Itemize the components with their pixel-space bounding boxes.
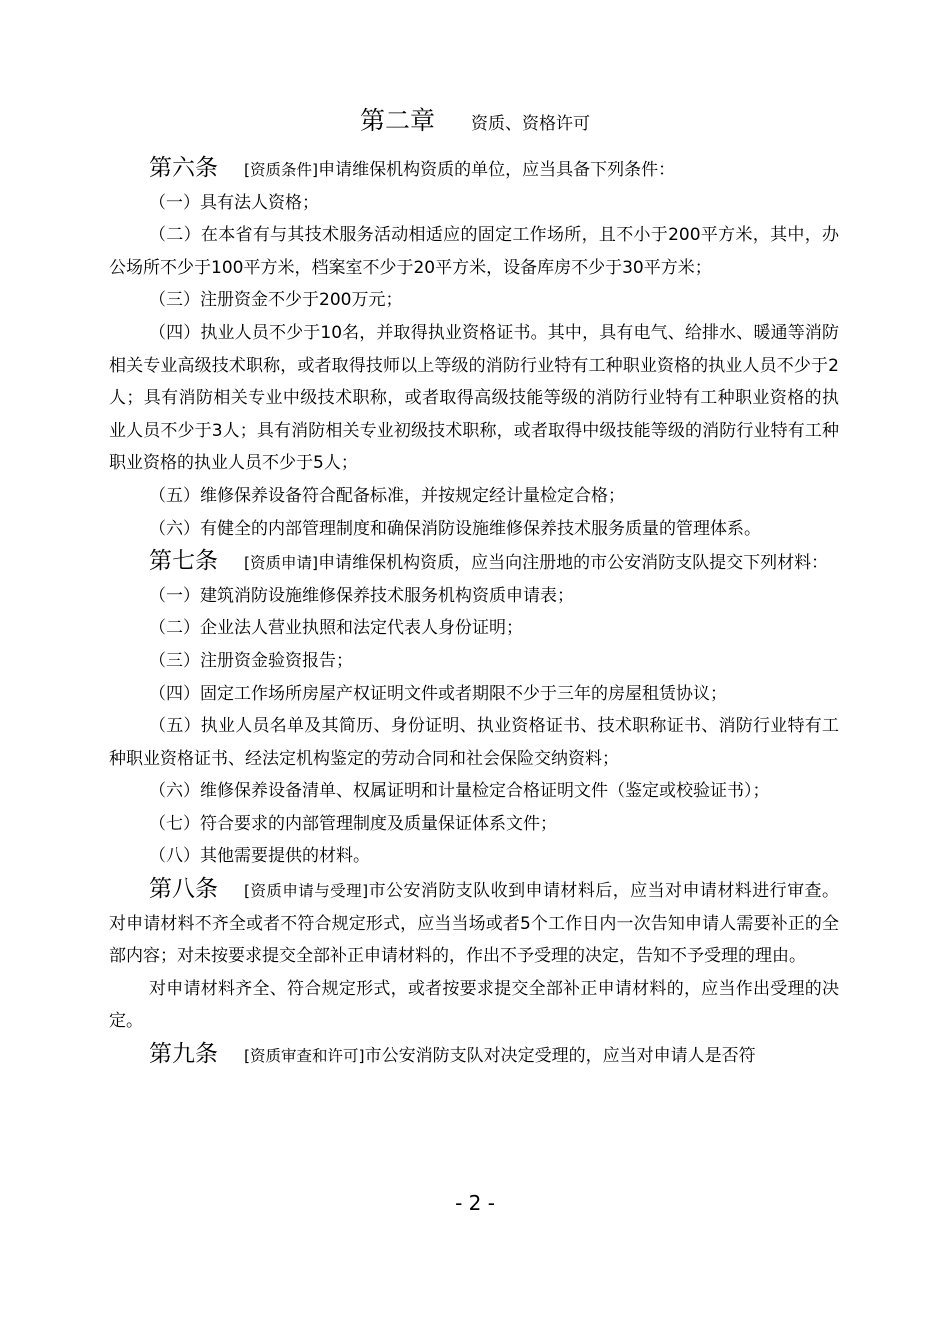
chapter-name: 资质、资格许可 [471,114,590,134]
article-text: 市公安消防支队收到申请材料后，应当对申请材料进行审查。对申请材料不齐全或者不符合规定形式，应当当场或者5个工作日内一次告知申请人需要补正的全部内容；对未按要求提交全部补正申请材料的，作出不予受理的决定，告知不予受理的理由。 [109,881,839,967]
article-number: 第六条 [149,155,218,181]
article-text: 申请维保机构资质，应当向注册地的市公安消防支队提交下列材料： [318,553,829,574]
article-8-heading [109,873,839,973]
list-item: （六）维修保养设备清单、权属证明和计量检定合格证明文件（鉴定或校验证书）； [149,781,770,802]
list-item: （三）注册资金验资报告； [149,650,353,671]
article-tag: [资质审查和许可] [244,1047,365,1066]
article-6-heading [109,152,839,187]
article-text: 市公安消防支队对决定受理的，应当对申请人是否符 [364,1046,756,1067]
list-item: （二）企业法人营业执照和法定代表人身份证明； [149,618,523,639]
document-body [109,152,839,1073]
list-item: （七）符合要求的内部管理制度及质量保证体系文件； [149,813,557,834]
article-7-heading [109,545,839,580]
article-tag: [资质申请与受理] [244,882,369,901]
list-item: （一）具有法人资格； [149,192,319,213]
chapter-number: 第二章 [359,106,435,135]
article-text: 申请维保机构资质的单位，应当具备下列条件： [318,160,676,180]
list-item: （三）注册资金不少于200万元； [149,290,403,311]
article-number: 第九条 [149,1041,218,1068]
list-item: （六）有健全的内部管理制度和确保消防设施维修保养技术服务质量的管理体系。 [149,518,761,539]
article-tag: [资质申请] [244,554,319,573]
list-item: （五）维修保养设备符合配备标准，并按规定经计量检定合格； [149,485,625,506]
list-item: （八）其他需要提供的材料。 [149,846,370,867]
article-number: 第七条 [149,548,218,575]
list-item: （二）在本省有与其技术服务活动相适应的固定工作场所，且不小于200平方米，其中，办公场所不少于100平方米，档案室不少于20平方米，设备库房不少于30平方米； [109,225,839,278]
article-tag: [资质条件] [244,161,319,179]
list-item: （四）执业人员不少于10名，并取得执业资格证书。其中，具有电气、给排水、暖通等消防相关专业高级技术职称，或者取得技师以上等级的消防行业特有工种职业资格的执业人员不少于2人；具有消防相关专业中级技术职称，或者取得高级技能等级的消防行业特有工种职业资格的执业人员不少于3人；具有消防相关专业初级技术职称，或者取得中级技能等级的消防行业特有工种职业资格的执业人员不少于5人； [109,322,839,474]
article-9-heading [109,1038,839,1073]
list-item: （一）建筑消防设施维修保养技术服务机构资质申请表； [149,585,574,606]
list-item: （四）固定工作场所房屋产权证明文件或者期限不少于三年的房屋租赁协议； [149,683,727,704]
list-item: （五）执业人员名单及其简历、身份证明、执业资格证书、技术职称证书、消防行业特有工种职业资格证书、经法定机构鉴定的劳动合同和社会保险交纳资料； [109,716,839,769]
article-paragraph: 对申请材料齐全、符合规定形式，或者按要求提交全部补正申请材料的，应当作出受理的决定。 [109,978,839,1032]
chapter-heading [0,104,950,141]
article-number: 第八条 [149,876,218,903]
page-number: - 2 - [455,1191,495,1215]
